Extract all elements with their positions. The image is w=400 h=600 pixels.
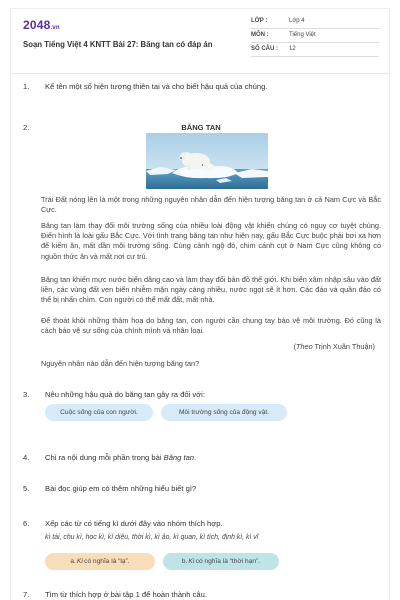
question-text-part: Chỉ ra nội dung mỗi phần trong bài	[45, 453, 164, 462]
question-text	[45, 452, 196, 463]
polar-bear-icon	[146, 133, 268, 189]
story-title: BĂNG TAN	[181, 123, 221, 132]
answer-pill-animals: Môi trường sống của động vật.	[161, 404, 287, 421]
syllable-list: kì tài, chu kì, học kì, kì diệu, thời kì, kì ảo, kì quan, kì tích, định kì, kì vĩ	[45, 534, 259, 541]
meta-value: Lớp 4	[289, 18, 305, 25]
polar-bear-illustration	[146, 133, 268, 189]
question-number: 2.	[23, 123, 30, 132]
source-author: Trịnh Xuân Thuận)	[312, 342, 375, 351]
pill-word: Kì	[76, 557, 84, 565]
source-italic: Theo	[296, 342, 313, 351]
question-number: 5.	[23, 484, 30, 493]
story-prompt: Nguyên nhân nào dẫn đến hiện tượng băng tan?	[41, 359, 200, 368]
question-number: 7.	[23, 590, 30, 599]
logo-text: 2048	[23, 18, 51, 32]
pill-prefix: a.	[70, 557, 76, 565]
story-name: Băng tan	[163, 453, 195, 462]
question-text: Nêu những hậu quả do băng tan gây ra đối với:	[45, 390, 205, 399]
pill-word: Kì	[188, 557, 195, 565]
category-pill-period	[163, 553, 279, 570]
answer-pill-people: Cuộc sống của con người.	[45, 404, 153, 421]
meta-row-count	[251, 43, 379, 57]
question-number: 4.	[23, 453, 30, 462]
pill-meaning: có nghĩa là “thời hạn”.	[195, 557, 261, 565]
meta-row-grade	[251, 15, 379, 29]
pill-meaning: có nghĩa là “lạ”.	[84, 557, 130, 565]
question-text: Kể tên một số hiện tượng thiên tai và cho biết hậu quả của chúng.	[45, 82, 268, 91]
question-text: Tìm từ thích hợp ở bài tập 1 để hoàn thành câu.	[45, 590, 207, 599]
story-paragraph-4: Để thoát khỏi những thảm hoạ do băng tan, con người cần chung tay bảo vệ môi trường. Đó cũng là cách bảo vệ sự sống của chính mình và nhân loại.	[41, 316, 381, 336]
meta-value: 12	[289, 46, 296, 53]
question-text: Xếp các từ có tiếng kì dưới đây vào nhóm thích hợp.	[45, 519, 223, 528]
category-pill-strange	[45, 553, 155, 570]
story-paragraph-3: Băng tan khiến mực nước biển dâng cao và làm thay đổi bản đồ thế giới. Khi biển xâm nhập sâu vào đất liền, các vùng đất ven biển nhiễm mặn ngày càng nhiều, nước ngọt sẽ ít hơn. Các đảo và quần đảo có thể bị nhấn chìm. Con người có thể mất đất, mất nhà.	[41, 275, 381, 305]
story-paragraph-2: Băng tan làm thay đổi môi trường sống của nhiều loài động vật khiến chúng có nguy cơ tuyệt chủng. Điển hình là loài gấu Bắc Cực. Với tình trạng băng tan như hiện nay, gấu Bắc Cực buộc phải bơi xa hơn để kiếm ăn, mất dần môi trường sống. Cùng cảnh ngộ đó, chim cánh cụt ở Nam Cực cũng không có nguồn thức ăn và mất nơi cư trú.	[41, 221, 381, 261]
header-divider	[11, 73, 391, 74]
question-text-part: .	[194, 453, 197, 462]
site-logo[interactable]	[23, 17, 60, 34]
question-number: 1.	[23, 82, 30, 91]
meta-label: LỚP :	[251, 18, 268, 25]
logo-suffix: .vn	[50, 25, 60, 31]
document-title: Soạn Tiếng Việt 4 KNTT Bài 27: Băng tan có đáp án	[23, 40, 213, 49]
meta-value: Tiếng Việt	[289, 32, 316, 39]
meta-label: MÔN :	[251, 32, 269, 39]
question-number: 6.	[23, 519, 30, 528]
pill-prefix: b.	[181, 557, 188, 565]
meta-row-subject	[251, 29, 379, 43]
story-paragraph-1: Trái Đất nóng lên là một trong những nguyên nhân dẫn đến hiện tượng băng tan ở cả Nam Cực và Bắc Cực.	[41, 195, 381, 215]
question-text: Bài đọc giúp em có thêm những hiểu biết gì?	[45, 484, 197, 493]
meta-label: SỐ CÂU :	[251, 46, 278, 53]
story-source	[294, 342, 375, 353]
meta-table	[251, 15, 379, 57]
source-prefix: (	[293, 342, 297, 351]
question-number: 3.	[23, 390, 30, 399]
document-page	[10, 8, 390, 600]
document-header	[11, 9, 391, 67]
